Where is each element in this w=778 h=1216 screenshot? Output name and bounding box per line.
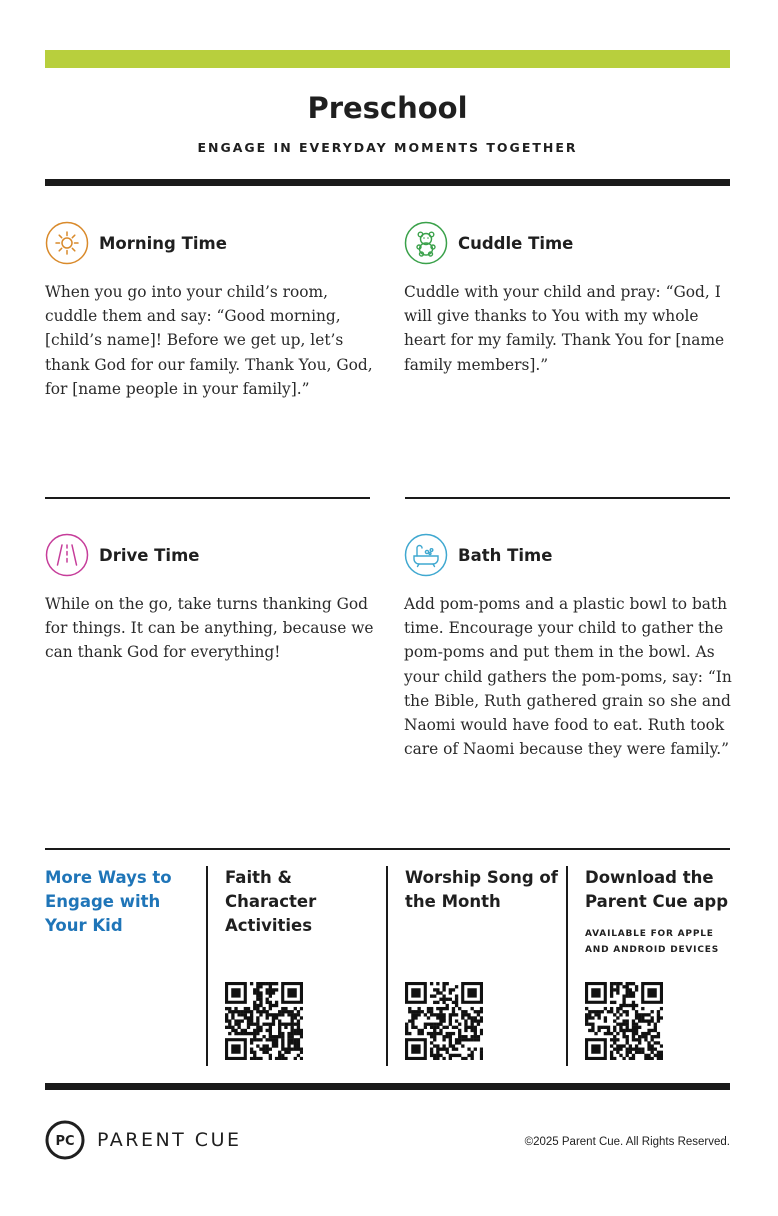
faith-activities-heading: Faith & Character Activities (225, 868, 317, 935)
section-bath-time (404, 532, 734, 761)
parent-cue-logo-mark (45, 1120, 85, 1160)
worship-song-column (405, 866, 560, 1066)
sun-icon (45, 221, 89, 265)
faith-activities-column (225, 866, 375, 1066)
footer-divider (45, 848, 730, 850)
accent-bar (45, 50, 730, 68)
worship-song-heading: Worship Song of the Month (405, 868, 558, 911)
qr-code-icon[interactable] (225, 982, 303, 1060)
section-body: When you go into your child’s room, cuddle them and say: “Good morning, [child’s name]! Before we get up, let’s thank God for our family. Thank You, God, for [name people in your family].” (45, 283, 373, 398)
download-note: AVAILABLE FOR APPLE AND ANDROID DEVICES (585, 929, 719, 955)
section-divider (405, 497, 730, 499)
section-body: Add pom-poms and a plastic bowl to bath time. Encourage your child to gather the pom-poms and put them in the bowl. As your child gathers the pom-poms, say: “In the Bible, Ruth gathered grain so she and Naomi would have food to eat. Ruth took care of Naomi because they were family.” (404, 595, 732, 759)
road-icon (45, 533, 89, 577)
footer-bottom-divider (45, 1083, 730, 1090)
bathtub-icon (404, 533, 448, 577)
page-subtitle: ENGAGE IN EVERYDAY MOMENTS TOGETHER (197, 140, 578, 155)
section-body: Cuddle with your child and pray: “God, I will give thanks to You with my whole heart for my family. Thank You for [name family members].” (404, 283, 725, 374)
section-title: Morning Time (99, 233, 227, 253)
more-ways-heading: More Ways to Engage with Your Kid (45, 868, 172, 935)
page-title: Preschool (307, 91, 468, 125)
section-cuddle-time (404, 220, 734, 377)
qr-code-icon[interactable] (405, 982, 483, 1060)
header-divider (45, 179, 730, 186)
section-title: Bath Time (458, 545, 553, 565)
column-divider (386, 866, 388, 1066)
logo-text: PARENT CUE (97, 1129, 242, 1151)
section-title: Drive Time (99, 545, 200, 565)
section-divider (45, 497, 370, 499)
section-morning-time (45, 220, 375, 401)
download-app-column (585, 866, 735, 1066)
more-ways-column (45, 866, 195, 1066)
column-divider (206, 866, 208, 1066)
parent-cue-logo (45, 1120, 241, 1160)
teddy-bear-icon (404, 221, 448, 265)
qr-code-icon[interactable] (585, 982, 663, 1060)
copyright: ©2025 Parent Cue. All Rights Reserved. (524, 1136, 730, 1148)
logo-mark-text: PC (55, 1134, 75, 1149)
column-divider (566, 866, 568, 1066)
section-title: Cuddle Time (458, 233, 574, 253)
section-drive-time (45, 532, 375, 665)
section-body: While on the go, take turns thanking God for things. It can be anything, because we can thank God for everything! (45, 595, 374, 662)
download-app-heading: Download the Parent Cue app (585, 868, 729, 911)
